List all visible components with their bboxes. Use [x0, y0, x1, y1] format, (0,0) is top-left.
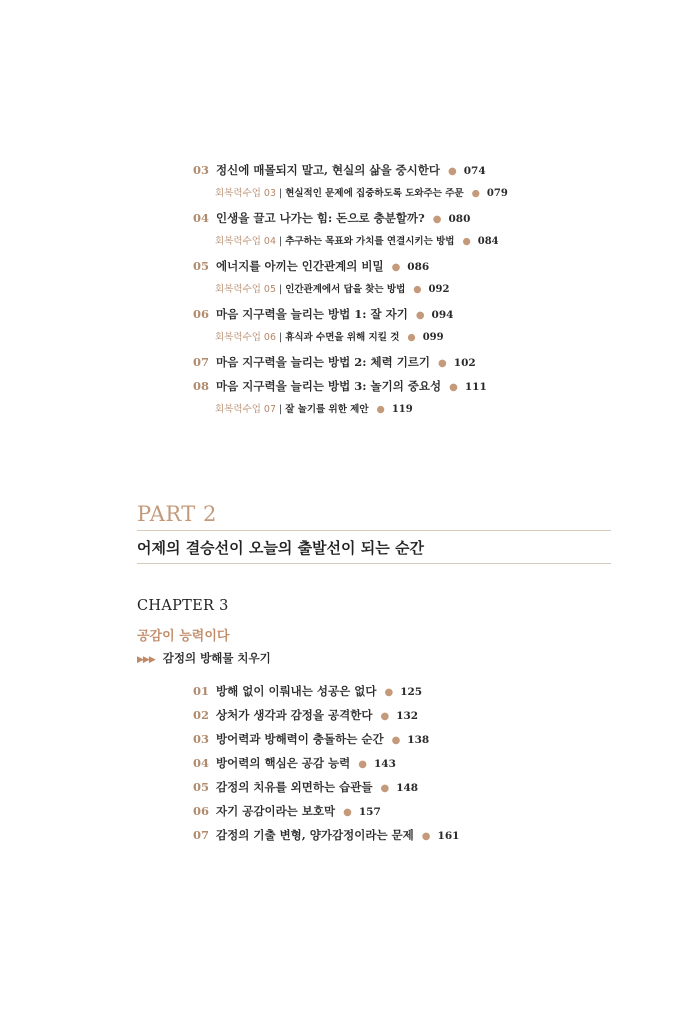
bullet-dot-icon: ● — [449, 382, 458, 393]
subentry-page: 084 — [477, 236, 499, 247]
toc-entry[interactable] — [193, 703, 633, 727]
subentry-label: 회복력수업 05 — [215, 284, 276, 295]
bullet-dot-icon: ● — [384, 687, 394, 698]
toc-entry[interactable] — [193, 799, 633, 823]
toc-entry[interactable] — [193, 158, 633, 182]
subentry-page: 099 — [422, 332, 444, 343]
entry-page: 138 — [407, 734, 430, 746]
entry-title: 방어력과 방해력이 충돌하는 순간 — [216, 732, 384, 746]
entry-page: 148 — [396, 782, 419, 794]
bullet-dot-icon: ● — [391, 735, 401, 746]
toc-list-top — [193, 158, 633, 422]
entry-page: 157 — [358, 806, 381, 818]
entry-page: 111 — [464, 381, 487, 393]
entry-number: 03 — [193, 163, 210, 177]
subentry-label: 회복력수업 04 — [215, 236, 276, 247]
subentry-label: 회복력수업 06 — [215, 332, 276, 343]
entry-title: 방해 없이 이뤄내는 성공은 없다 — [216, 684, 377, 698]
triple-arrow-icon: ▶▶▶ — [137, 655, 155, 665]
entry-title: 감정의 치유를 외면하는 습관들 — [216, 780, 373, 794]
toc-entry[interactable] — [193, 751, 633, 775]
toc-entry[interactable] — [193, 775, 633, 799]
subentry-separator: | — [279, 236, 283, 247]
entry-page: 132 — [396, 710, 419, 722]
subentry-page: 079 — [486, 188, 508, 199]
part-divider-top — [137, 530, 611, 531]
entry-number: 06 — [193, 307, 210, 321]
bullet-dot-icon: ● — [448, 166, 457, 177]
bullet-dot-icon: ● — [343, 807, 352, 818]
bullet-dot-icon: ● — [376, 404, 385, 415]
toc-subentry[interactable] — [215, 326, 633, 350]
section-title: 감정의 방해물 치우기 — [162, 651, 271, 665]
entry-title: 마음 지구력을 늘리는 방법 2: 체력 기르기 — [216, 355, 431, 369]
entry-title: 정신에 매몰되지 말고, 현실의 삶을 중시한다 — [216, 163, 440, 177]
entry-title: 인생을 끌고 나가는 힘: 돈으로 충분할까? — [216, 211, 425, 225]
toc-entry[interactable] — [193, 350, 633, 374]
entry-title: 방어력의 핵심은 공감 능력 — [216, 756, 351, 770]
bullet-dot-icon: ● — [380, 711, 390, 722]
subentry-page: 092 — [428, 284, 450, 295]
subentry-label: 회복력수업 07 — [215, 404, 276, 415]
toc-entry[interactable] — [193, 727, 633, 751]
entry-number: 07 — [193, 828, 210, 842]
subentry-separator: | — [279, 332, 283, 343]
entry-page: 102 — [453, 357, 476, 369]
subentry-title: 현실적인 문제에 집중하도록 도와주는 주문 — [285, 188, 464, 199]
entry-number: 06 — [193, 804, 210, 818]
entry-page: 080 — [448, 213, 471, 225]
part-label: PART 2 — [137, 502, 217, 526]
toc-subentry[interactable] — [215, 398, 633, 422]
subentry-page: 119 — [391, 404, 413, 415]
bullet-dot-icon: ● — [391, 262, 401, 273]
entry-number: 02 — [193, 708, 210, 722]
entry-number: 01 — [193, 684, 210, 698]
chapter-title: 공감이 능력이다 — [137, 629, 230, 644]
bullet-dot-icon: ● — [421, 831, 431, 842]
part-divider-bottom — [137, 563, 611, 564]
toc-entry[interactable] — [193, 302, 633, 326]
entry-page: 143 — [373, 758, 396, 770]
subentry-separator: | — [279, 284, 283, 295]
bullet-dot-icon: ● — [471, 188, 480, 199]
section-heading — [137, 650, 271, 666]
entry-title: 마음 지구력을 늘리는 방법 3: 놀기의 중요성 — [216, 379, 442, 393]
toc-entry[interactable] — [193, 254, 633, 278]
toc-entry[interactable] — [193, 679, 633, 703]
entry-title: 자기 공감이라는 보호막 — [216, 804, 336, 818]
entry-title: 감정의 기출 변형, 양가감정이라는 문제 — [216, 828, 414, 842]
bullet-dot-icon: ● — [413, 284, 422, 295]
toc-list-bottom — [193, 679, 633, 847]
subentry-title: 추구하는 목표와 가치를 연결시키는 방법 — [285, 236, 455, 247]
chapter-label: CHAPTER 3 — [137, 598, 229, 614]
entry-page: 086 — [407, 261, 430, 273]
subentry-label: 회복력수업 03 — [215, 188, 276, 199]
entry-number: 03 — [193, 732, 210, 746]
bullet-dot-icon: ● — [380, 783, 390, 794]
bullet-dot-icon: ● — [358, 759, 367, 770]
entry-number: 05 — [193, 780, 210, 794]
bullet-dot-icon: ● — [415, 310, 425, 321]
entry-page: 074 — [463, 165, 486, 177]
entry-title: 상처가 생각과 감정을 공격한다 — [216, 708, 373, 722]
subentry-title: 잘 놀기를 위한 제안 — [285, 404, 369, 415]
toc-entry[interactable] — [193, 374, 633, 398]
bullet-dot-icon: ● — [407, 332, 416, 343]
subentry-separator: | — [279, 188, 283, 199]
entry-page: 125 — [400, 686, 423, 698]
toc-subentry[interactable] — [215, 230, 633, 254]
bullet-dot-icon: ● — [432, 214, 442, 225]
toc-subentry[interactable] — [215, 278, 633, 302]
toc-subentry[interactable] — [215, 182, 633, 206]
entry-number: 04 — [193, 756, 210, 770]
entry-number: 08 — [193, 379, 210, 393]
part-title: 어제의 결승선이 오늘의 출발선이 되는 순간 — [137, 539, 424, 557]
toc-entry[interactable] — [193, 823, 633, 847]
subentry-title: 휴식과 수면을 위해 지킬 것 — [285, 332, 400, 343]
bullet-dot-icon: ● — [462, 236, 471, 247]
entry-page: 161 — [437, 830, 460, 842]
entry-number: 05 — [193, 259, 210, 273]
entry-number: 07 — [193, 355, 210, 369]
entry-page: 094 — [431, 309, 454, 321]
subentry-title: 인간관계에서 답을 찾는 방법 — [285, 284, 406, 295]
entry-title: 마음 지구력을 늘리는 방법 1: 잘 자기 — [216, 307, 408, 321]
bullet-dot-icon: ● — [438, 358, 447, 369]
subentry-separator: | — [279, 404, 283, 415]
toc-entry[interactable] — [193, 206, 633, 230]
entry-number: 04 — [193, 211, 210, 225]
entry-title: 에너지를 아끼는 인간관계의 비밀 — [216, 259, 384, 273]
